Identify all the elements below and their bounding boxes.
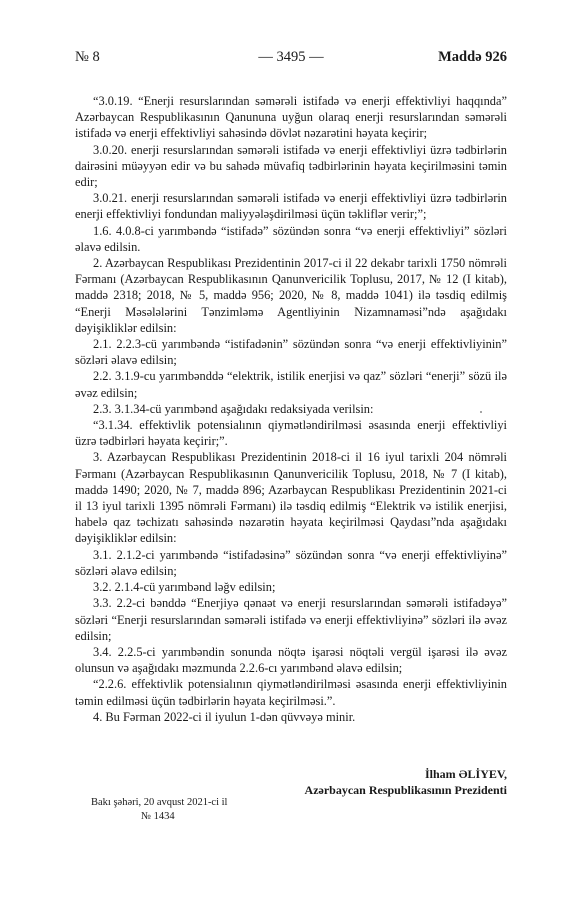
paragraph: 2.1. 2.2.3-cü yarımbəndə “istifadənin” sözündən sonra “və enerji effektivliyinin” sözləri əlavə edilsin; xyxy=(75,337,507,368)
paragraph: 3.0.21. enerji resurslarından səmərəli istifadə və enerji effektivliyi üzrə tədbirlərin enerji effektivliyi fondundan maliyyələşdirilməsi üçün təkliflər verir;”; xyxy=(75,191,507,222)
article-number: Maddə 926 xyxy=(438,49,507,65)
paragraph: 4. Bu Fərman 2022-ci il iyulun 1-dən qüvvəyə minir. xyxy=(93,709,356,724)
paragraph: 2.3. 3.1.34-cü yarımbənd aşağıdakı redaksiyada verilsin: xyxy=(93,401,374,416)
paragraph: 3.1. 2.1.2-ci yarımbəndə “istifadəsinə” sözündən sonra “və enerji effektivliyinə” sözləri əlavə edilsin; xyxy=(75,547,507,578)
place-date-block xyxy=(91,796,227,824)
scan-speck xyxy=(480,411,482,413)
paragraph: “2.2.6. effektivlik potensialının qiymətləndirilməsi əsasında enerji effektivliyinin təmin edilməsi üçün tədbirlərin həyata keçirilməsi.”. xyxy=(75,677,507,708)
decree-number: № 1434 xyxy=(141,811,175,822)
signatory-title: Azərbaycan Respublikasının Prezidenti xyxy=(304,783,507,797)
paragraph: 3.0.20. enerji resurslarından səmərəli istifadə və enerji effektivliyi üzrə tədbirlərin dairəsini müəyyən edir və bu sahədə müvafiq tədbirlərinin həyata keçirilməsini təmin edir; xyxy=(75,142,507,190)
page-number: — 3495 — xyxy=(258,49,324,65)
paragraph: 1.6. 4.0.8-ci yarımbəndə “istifadə” sözündən sonra “və enerji effektivliyi” sözləri əlavə edilsin. xyxy=(75,223,507,254)
page-header xyxy=(75,49,507,69)
paragraph: 3.4. 2.2.5-ci yarımbəndin sonunda nöqtə işarəsi nöqtəli vergül işarəsi ilə əvəz olunsun və aşağıdakı məzmunda 2.2.6-cı yarımbənd əlavə edilsin; xyxy=(75,644,507,676)
place-date: Bakı şəhəri, 20 avqust 2021-ci il xyxy=(91,797,228,808)
signatory-name: İlham ƏLİYEV, xyxy=(424,767,507,781)
paragraph: 3.2. 2.1.4-cü yarımbənd ləğv edilsin; xyxy=(93,580,276,595)
paragraph: 2.2. 3.1.9-cu yarımbənddə “elektrik, istilik enerjisi və qaz” sözləri “enerji” sözü ilə əvəz edilsin; xyxy=(75,369,507,400)
paragraph: “3.1.34. effektivlik potensialının qiymətləndirilməsi əsasında enerji effektivliyi üzrə tədbirləri həyata keçirir;”. xyxy=(75,418,507,449)
paragraph: 3.3. 2.2-ci bənddə “Enerjiyə qənaət və enerji resurslarından səmərəli istifadəyə” sözləri “Enerji resurslarından səmərəli istifadə və enerji effektivliyinə” sözləri ilə əvəz edilsin; xyxy=(75,596,507,643)
signature-block xyxy=(305,766,507,798)
paragraph: 3. Azərbaycan Respublikası Prezidentinin 2018-ci il 16 iyul tarixli 204 nömrəli Fərmanı (Azərbaycan Respublikasının Qanunvericilik Toplusu, 2018, № 7 (I kitab), maddə 1490; 2020, № 7, maddə 896; Azərbaycan Respublikası Prezidentinin 2021-ci il 13 iyul tarixli 1395 nömrəli Fərmanı) ilə təsdiq edilmiş “Elektrik və istilik enerjisi, habelə qaz təchizatı sahəsində nəzarətin həyata keçirilməsi Qaydası”nda aşağıdakı dəyişikliklər edilsin: xyxy=(75,450,507,546)
paragraph: “3.0.19. “Enerji resurslarından səmərəli istifadə və enerji effektivliyi haqqında” Azərbaycan Respublikasının Qanununa uyğun olaraq enerji resurslarından səmərəli istifadə və enerji effektivliyi sahəsində dövlət nəzarətini həyata keçirir; xyxy=(75,94,507,141)
issue-number: № 8 xyxy=(75,49,100,65)
paragraph: 2. Azərbaycan Respublikası Prezidentinin 2017-ci il 22 dekabr tarixli 1750 nömrəli Fərmanı (Azərbaycan Respublikasının Qanunvericilik Toplusu, 2017, № 12 (I kitab), maddə 2318; 2018, № 5, maddə 956; 2020, № 8, maddə 1041) ilə təsdiq edilmiş “Enerji Məsələlərini Tənzimləmə Agentliyinin Nizamnaməsi”ndə aşağıdakı dəyişikliklər edilsin: xyxy=(75,256,507,335)
decree-body xyxy=(75,93,507,725)
